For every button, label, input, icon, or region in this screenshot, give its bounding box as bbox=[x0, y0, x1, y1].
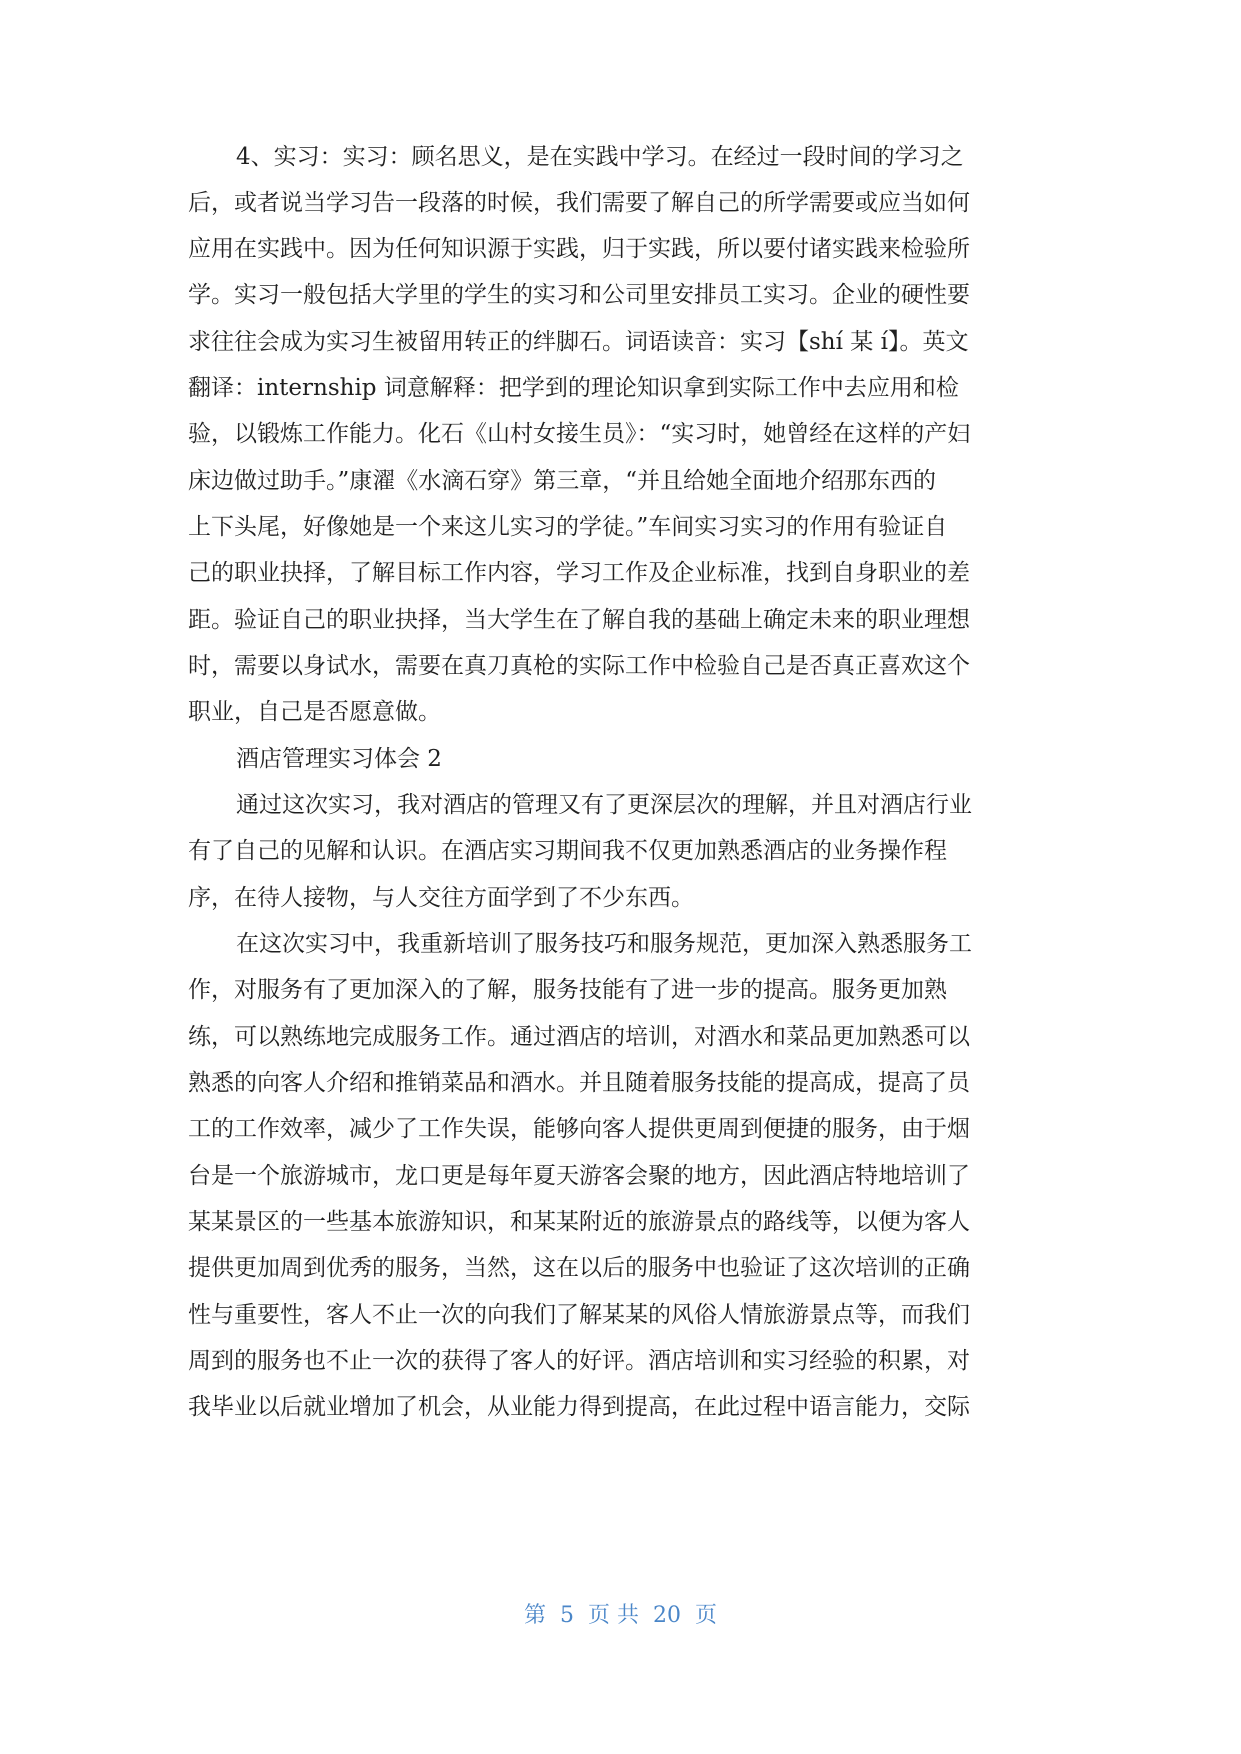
text-line: 序，在待人接物，与人交往方面学到了不少东西。 bbox=[188, 885, 694, 911]
text-line: 作，对服务有了更加深入的了解，服务技能有了进一步的提高。服务更加熟 bbox=[188, 977, 947, 1003]
text-line: 后，或者说当学习告一段落的时候，我们需要了解自己的所学需要或应当如何 bbox=[188, 190, 970, 216]
text-line: 验，以锻炼工作能力。化石《山村女接生员》：“实习时，她曾经在这样的产妇 bbox=[188, 421, 971, 447]
text-line: 性与重要性，客人不止一次的向我们了解某某的风俗人情旅游景点等，而我们 bbox=[188, 1302, 970, 1328]
page-footer bbox=[0, 1598, 1241, 1629]
text-line: 时，需要以身试水，需要在真刀真枪的实际工作中检验自己是否真正喜欢这个 bbox=[188, 653, 970, 679]
text-line: 熟悉的向客人介绍和推销菜品和酒水。并且随着服务技能的提高成，提高了员 bbox=[188, 1070, 970, 1096]
text-line: 己的职业抉择，了解目标工作内容，学习工作及企业标准，找到自身职业的差 bbox=[188, 560, 970, 586]
text-line: 周到的服务也不止一次的获得了客人的好评。酒店培训和实习经验的积累，对 bbox=[188, 1348, 970, 1374]
footer-prefix: 第 bbox=[523, 1603, 546, 1628]
footer-total-pages: 20 bbox=[653, 1603, 681, 1628]
text-line: 学。实习一般包括大学里的学生的实习和公司里安排员工实习。企业的硬性要 bbox=[188, 282, 970, 308]
text-line: 在这次实习中，我重新培训了服务技巧和服务规范，更加深入熟悉服务工 bbox=[236, 931, 972, 957]
text-line: 上下头尾，好像她是一个来这儿实习的学徒。”车间实习实习的作用有验证自 bbox=[188, 514, 948, 540]
text-line: 练，可以熟练地完成服务工作。通过酒店的培训，对酒水和菜品更加熟悉可以 bbox=[188, 1024, 970, 1050]
text-line: 求往往会成为实习生被留用转正的绊脚石。词语读音：实习【shí 某 í】。英文 bbox=[188, 329, 969, 355]
footer-suffix: 页 bbox=[695, 1603, 718, 1628]
text-line: 应用在实践中。因为任何知识源于实践，归于实践，所以要付诸实践来检验所 bbox=[188, 236, 970, 262]
text-line: 工的工作效率，减少了工作失误，能够向客人提供更周到便捷的服务，由于烟 bbox=[188, 1116, 970, 1142]
text-line: 床边做过助手。”康濯《水滴石穿》第三章，“并且给她全面地介绍那东西的 bbox=[188, 468, 937, 494]
section-heading: 酒店管理实习体会 2 bbox=[236, 746, 442, 772]
text-line: 4、实习：实习：顾名思义，是在实践中学习。在经过一段时间的学习之 bbox=[236, 144, 964, 170]
footer-middle: 页 共 bbox=[588, 1603, 639, 1628]
text-line: 我毕业以后就业增加了机会，从业能力得到提高，在此过程中语言能力，交际 bbox=[188, 1394, 970, 1420]
text-line: 翻译：internship 词意解释：把学到的理论知识拿到实际工作中去应用和检 bbox=[188, 375, 959, 401]
text-line: 台是一个旅游城市，龙口更是每年夏天游客会聚的地方，因此酒店特地培训了 bbox=[188, 1163, 970, 1189]
text-line: 通过这次实习，我对酒店的管理又有了更深层次的理解，并且对酒店行业 bbox=[236, 792, 972, 818]
text-line: 职业，自己是否愿意做。 bbox=[188, 699, 441, 725]
text-line: 距。验证自己的职业抉择，当大学生在了解自我的基础上确定未来的职业理想 bbox=[188, 607, 970, 633]
footer-page-number: 5 bbox=[560, 1603, 574, 1628]
text-line: 有了自己的见解和认识。在酒店实习期间我不仅更加熟悉酒店的业务操作程 bbox=[188, 838, 947, 864]
text-line: 提供更加周到优秀的服务，当然，这在以后的服务中也验证了这次培训的正确 bbox=[188, 1255, 970, 1281]
text-line: 某某景区的一些基本旅游知识，和某某附近的旅游景点的路线等，以便为客人 bbox=[188, 1209, 970, 1235]
